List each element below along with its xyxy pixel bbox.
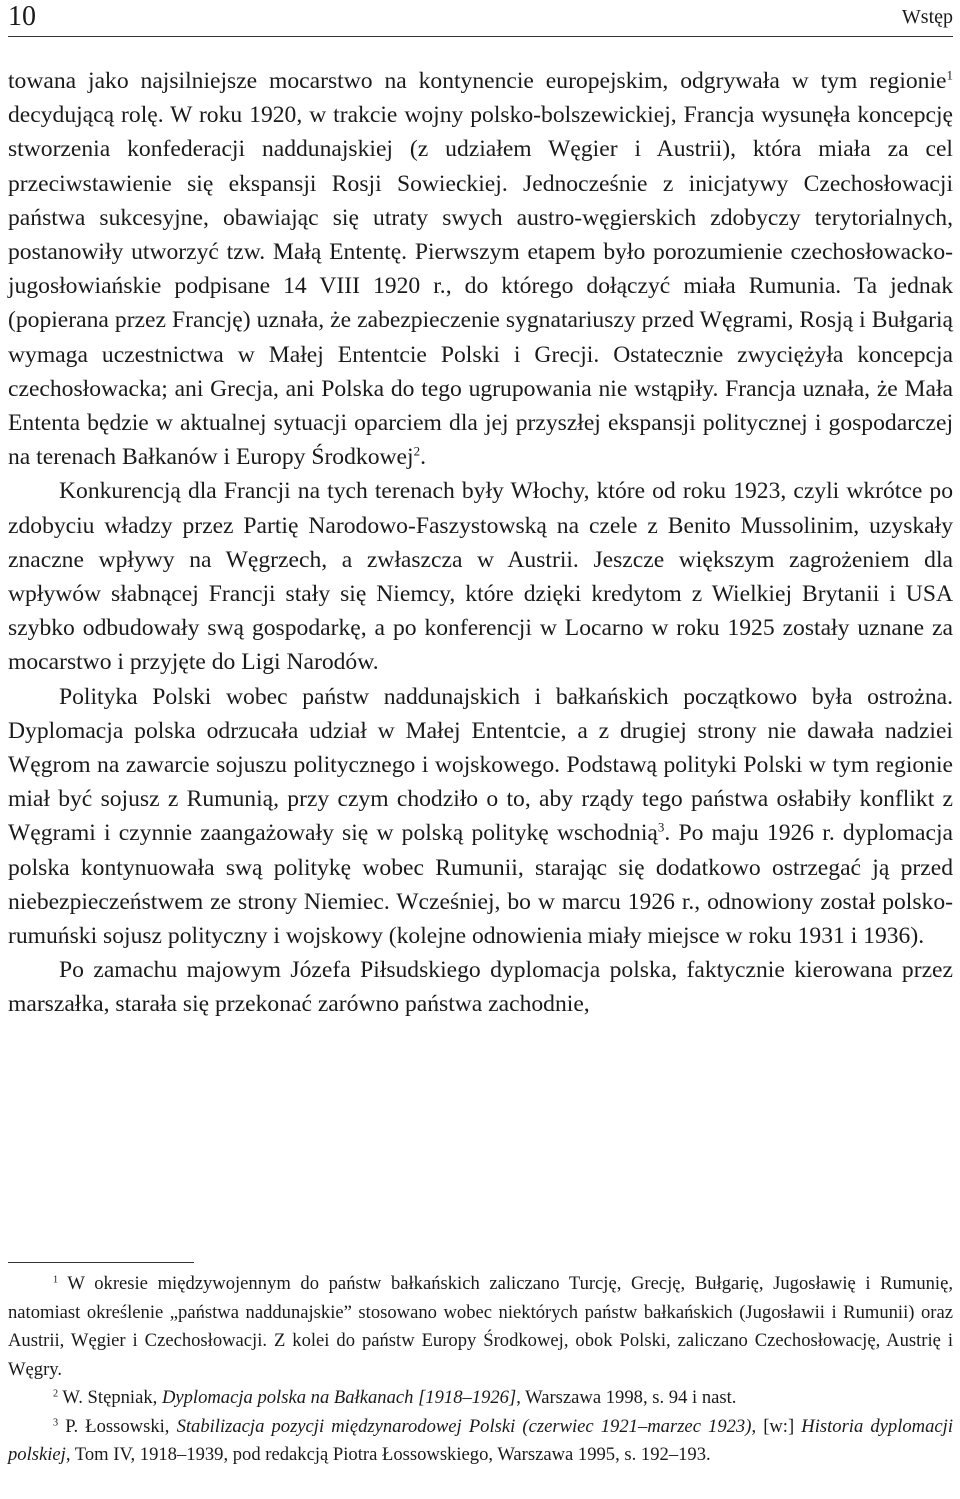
paragraph (8, 64, 953, 474)
footnote-marker: 1 (53, 1274, 59, 1286)
footnote (8, 1384, 953, 1413)
text-run: . (420, 444, 426, 471)
text-run: P. Łossowski, (58, 1415, 177, 1437)
running-title: Wstęp (901, 6, 953, 28)
footnote (8, 1270, 953, 1384)
footnote-marker: 2 (413, 443, 421, 459)
footnote-marker: 2 (53, 1388, 59, 1400)
italic-title: Stabilizacja pozycji międzynarodowej Polski (czerwiec 1921–marzec 1923) (176, 1415, 752, 1437)
text-run: Konkurencją dla Francji na tych terenach były Włochy, które od roku 1923, czyli wkrótce po zdobyciu władzy przez Partię Narodowo-Faszystowską na czele z Benito Mussolinim, uzyskały znaczne wpływy na Węgrzech, a zwłaszcza w Austrii. Jeszcze większym zagrożeniem dla wpływów słabnącej Francji stały się Niemcy, które dzięki kredytom z Wielkiej Brytanii i USA szybko odbudowały swą gospodarkę, a po konferencji w Locarno w roku 1925 zostały uznane za mocarstwo i przyjęte do Ligi Narodów. (8, 478, 953, 676)
footnote-separator (8, 1262, 194, 1263)
italic-title: Dyplomacja polska na Bałkanach [1918–1926] (161, 1387, 517, 1408)
italic-title: Historia dyplomacji polskiej (8, 1415, 953, 1465)
page-number: 10 (8, 1, 36, 32)
text-run: . Po maju 1926 r. dyplomacja polska kontynuowała swą politykę wobec Rumunii, starając się dodatkowo ostrzegać ją przed niebezpieczeństwem ze strony Niemiec. Wcześniej, bo w marcu 1926 r., odnowiony został polsko-rumuński sojusz polityczny i wojskowy (kolejne odnowienia miały miejsce w roku 1931 i 1936). (8, 820, 953, 950)
text-run: W okresie międzywojennym do państw bałkańskich zaliczano Turcję, Grecję, Bułgarię, Jugosławię i Rumunię, natomiast określenie „państwa naddunajskie” stosowano wobec niektórych państw bałkańskich (Jugosławii i Rumunii) oraz Austrii, Węgier i Czechosłowacji. Z kolei do państw Europy Środkowej, obok Polski, zaliczano Czechosłowację, Austrię i Węgry. (8, 1273, 953, 1380)
text-run: , Tom IV, 1918–1939, pod redakcją Piotra Łossowskiego, Warszawa 1995, s. 192–193. (65, 1444, 711, 1465)
text-run: decydującą rolę. W roku 1920, w trakcie wojny polsko-bolszewickiej, Francja wysunęła koncepcję stworzenia konfederacji naddunajskiej (z udziałem Węgier i Austrii), która miała za cel przeciwstawienie się ekspansji Rosji Sowieckiej. Jednocześnie z inicjatywy Czechosłowacji państwa sukcesyjne, obawiając się utraty swych austro-węgierskich zdobyczy terytorialnych, postanowiły utworzyć tzw. Małą Ententę. Pierwszym etapem było porozumienie czechosłowacko-jugosłowiańskie podpisane 14 VIII 1920 r., do którego dołączyć miała Rumunia. Ta jednak (popierana przez Francję) uznała, że zabezpieczenie sygnatariuszy przed Węgrami, Rosją i Bułgarią wymaga uczestnictwa w Małej Ententcie Polski i Grecji. Ostatecznie zwyciężyła koncepcja czechosłowacka; ani Grecja, ani Polska do tego ugrupowania nie wstąpiły. Francja uznała, że Mała Ententa będzie w aktualnej sytuacji oparciem dla jej przyszłej ekspansji politycznej i gospodarczej na terenach Bałkanów i Europy Środkowej (8, 102, 953, 471)
paragraph (8, 680, 953, 954)
text-run: towana jako najsilniejsze mocarstwo na kontynencie europejskim, odgrywała w tym regionie (8, 68, 947, 94)
main-text (8, 64, 953, 1022)
footnote-marker: 3 (657, 820, 665, 836)
page-header (8, 0, 953, 37)
footnote-marker: 3 (53, 1416, 59, 1428)
footnotes (8, 1270, 953, 1470)
text-run: Polityka Polski wobec państw naddunajskich i bałkańskich początkowo była ostrożna. Dyplomacja polska odrzucała udział w Małej Ententcie, a z drugiej strony nie dawała nadziei Węgrom na zawarcie sojuszu politycznego i wojskowego. Podstawą polityki Polski w tym regionie miał być sojusz z Rumunią, przy czym chodziło o to, aby rządy tego państwa osłabiły konflikt z Węgrami i czynnie zaangażowały się w polską politykę wschodnią (8, 683, 953, 847)
paragraph (8, 474, 953, 679)
paragraph (8, 953, 953, 1021)
text-run: , Warszawa 1998, s. 94 i nast. (516, 1387, 737, 1408)
text-run: W. Stępniak, (58, 1387, 162, 1408)
text-run: Po zamachu majowym Józefa Piłsudskiego dyplomacja polska, faktycznie kierowana przez marszałka, starała się przekonać zarówno państwa zachodnie, (8, 957, 953, 1018)
text-run: , [w:] (751, 1415, 802, 1437)
footnote (8, 1413, 953, 1470)
footnote-marker: 1 (946, 67, 953, 83)
